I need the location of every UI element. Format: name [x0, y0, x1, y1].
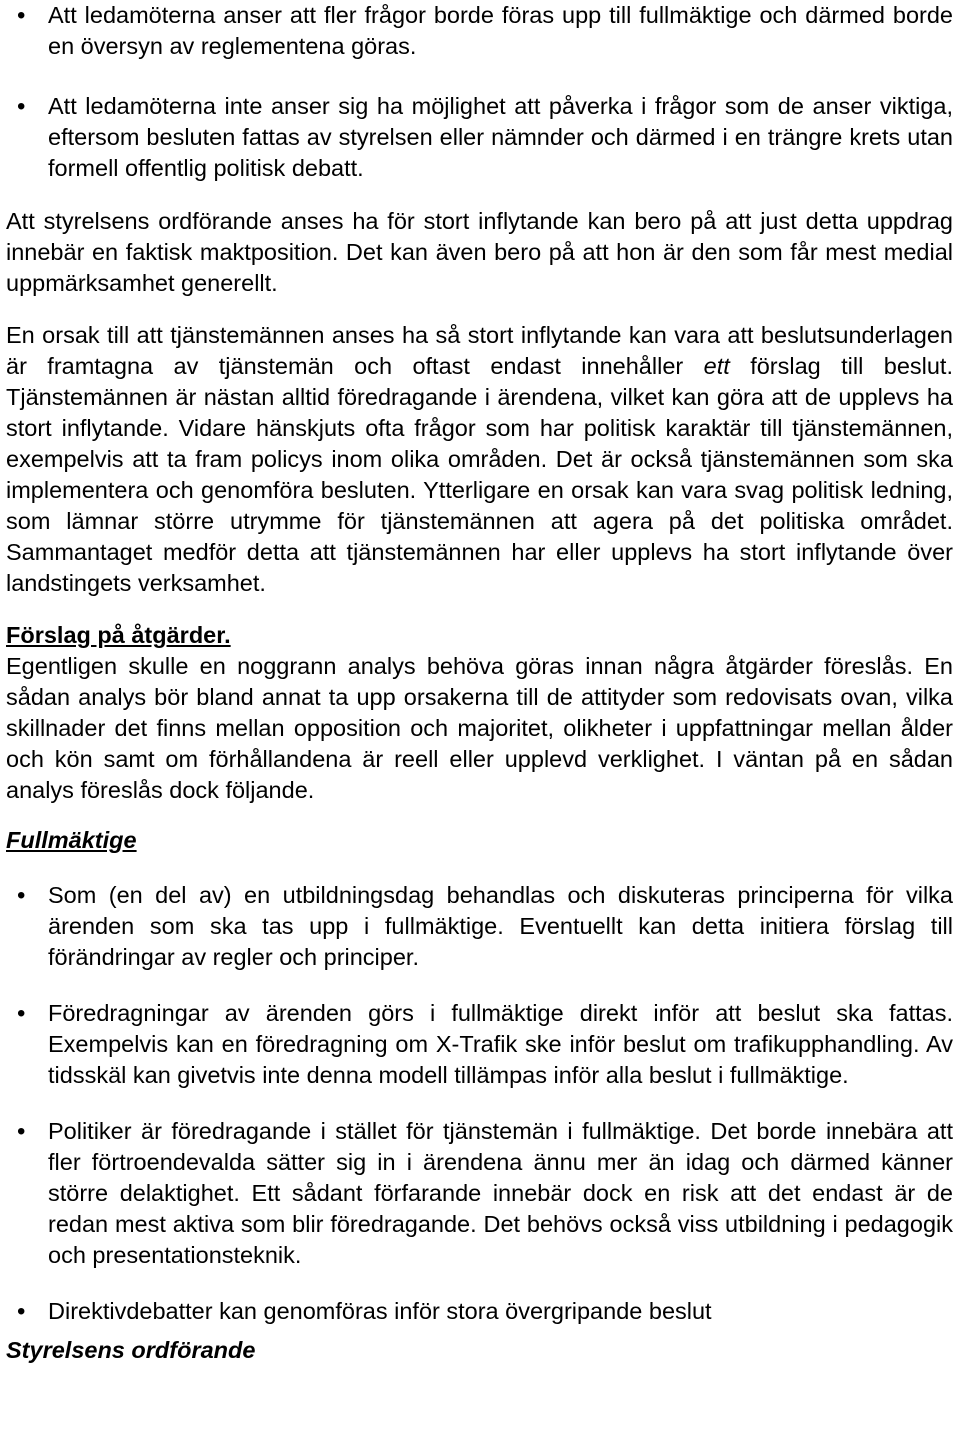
list-item [6, 1116, 953, 1271]
list-item [6, 0, 953, 62]
heading-fullmaktige: Fullmäktige [6, 827, 137, 853]
list-item [6, 91, 953, 184]
list-item-text: Politiker är föredragande i stället för tjänstemän i fullmäktige. Det borde innebära att fler förtroendevalda sätter sig in i ärendena ännu mer än idag och därmed känner större delaktighet. Ett sådant förfarande innebär dock en risk att det endast är de redan mest aktiva som blir föredragande. Det behövs också viss utbildning i pedagogik och presentationsteknik. [48, 1118, 953, 1268]
top-bullet-list [6, 0, 953, 184]
paragraph-ordforande: Att styrelsens ordförande anses ha för stort inflytande kan bero på att just detta uppdrag innebär en faktisk maktposition. Det kan även bero på att hon är den som får mest medial uppmärksamhet generellt. [6, 208, 953, 296]
bullet-icon: • [17, 1298, 26, 1325]
bullet-icon: • [17, 93, 26, 120]
heading-forslag: Förslag på åtgärder. [6, 622, 231, 648]
bullet-icon: • [17, 2, 26, 29]
bullet-icon: • [17, 1000, 26, 1027]
fullmaktige-bullet-list [6, 880, 953, 1327]
list-item-text: Direktivdebatter kan genomföras inför stora övergripande beslut [48, 1298, 712, 1324]
paragraph-text: förslag till beslut. Tjänstemännen är nästan alltid föredragande i ärendena, vilket kan göra att de upplevs ha stort inflytande. Vidare hänskjuts ofta frågor som har politisk karaktär till tjänstemännen, exempelvis att ta fram policys inom olika områden. Det är också tjänstemännen som ska implementera och genomföra besluten. Ytterligare en orsak kan vara svag politisk ledning, som lämnar större utrymme för tjänstemännen att agera på det politiska området. Sammantaget medför detta att tjänstemännen har eller upplevs ha stort inflytande över landstingets verksamhet. [6, 353, 953, 596]
paragraph-text: En orsak till att tjänstemännen anses ha så stort inflytande kan vara att beslutsunderlagen är framtagna av tjänstemän och oftast endast innehåller [6, 322, 953, 379]
bullet-icon: • [17, 882, 26, 909]
emphasis-text: ett [703, 353, 730, 379]
paragraph-tjanstemann [6, 320, 953, 599]
list-item-text: Som (en del av) en utbildningsdag behandlas och diskuteras principerna för vilka ärenden som ska tas upp i fullmäktige. Eventuellt kan detta initiera förslag till förändringar av regler och principer. [48, 882, 953, 970]
bullet-icon: • [17, 1118, 26, 1145]
paragraph-forslag: Egentligen skulle en noggrann analys behöva göras innan några åtgärder föreslås. En sådan analys bör bland annat ta upp orsakerna till de attityder som redovisats ovan, vilka skillnader det finns mellan opposition och majoritet, olikheter i uppfattningar mellan ålder och kön samt om förhållandena är reell eller upplevd verklighet. I väntan på en sådan analys föreslås dock följande. [6, 653, 953, 803]
list-item [6, 880, 953, 973]
list-item-text: Föredragningar av ärenden görs i fullmäktige direkt inför att beslut ska fattas. Exempelvis kan en föredragning om X-Trafik ske inför beslut om trafikupphandling. Av tidsskäl kan givetvis inte denna modell tillämpas inför alla beslut i fullmäktige. [48, 1000, 953, 1088]
list-item-text: Att ledamöterna anser att fler frågor borde föras upp till fullmäktige och därmed borde en översyn av reglementena göras. [48, 2, 953, 59]
list-item [6, 1296, 953, 1327]
list-item [6, 998, 953, 1091]
list-item-text: Att ledamöterna inte anser sig ha möjlighet att påverka i frågor som de anser viktiga, eftersom besluten fattas av styrelsen eller nämnder och därmed i en trängre krets utan formell offentlig politisk debatt. [48, 93, 953, 181]
heading-styrelsens-ordforande: Styrelsens ordförande [6, 1337, 256, 1363]
